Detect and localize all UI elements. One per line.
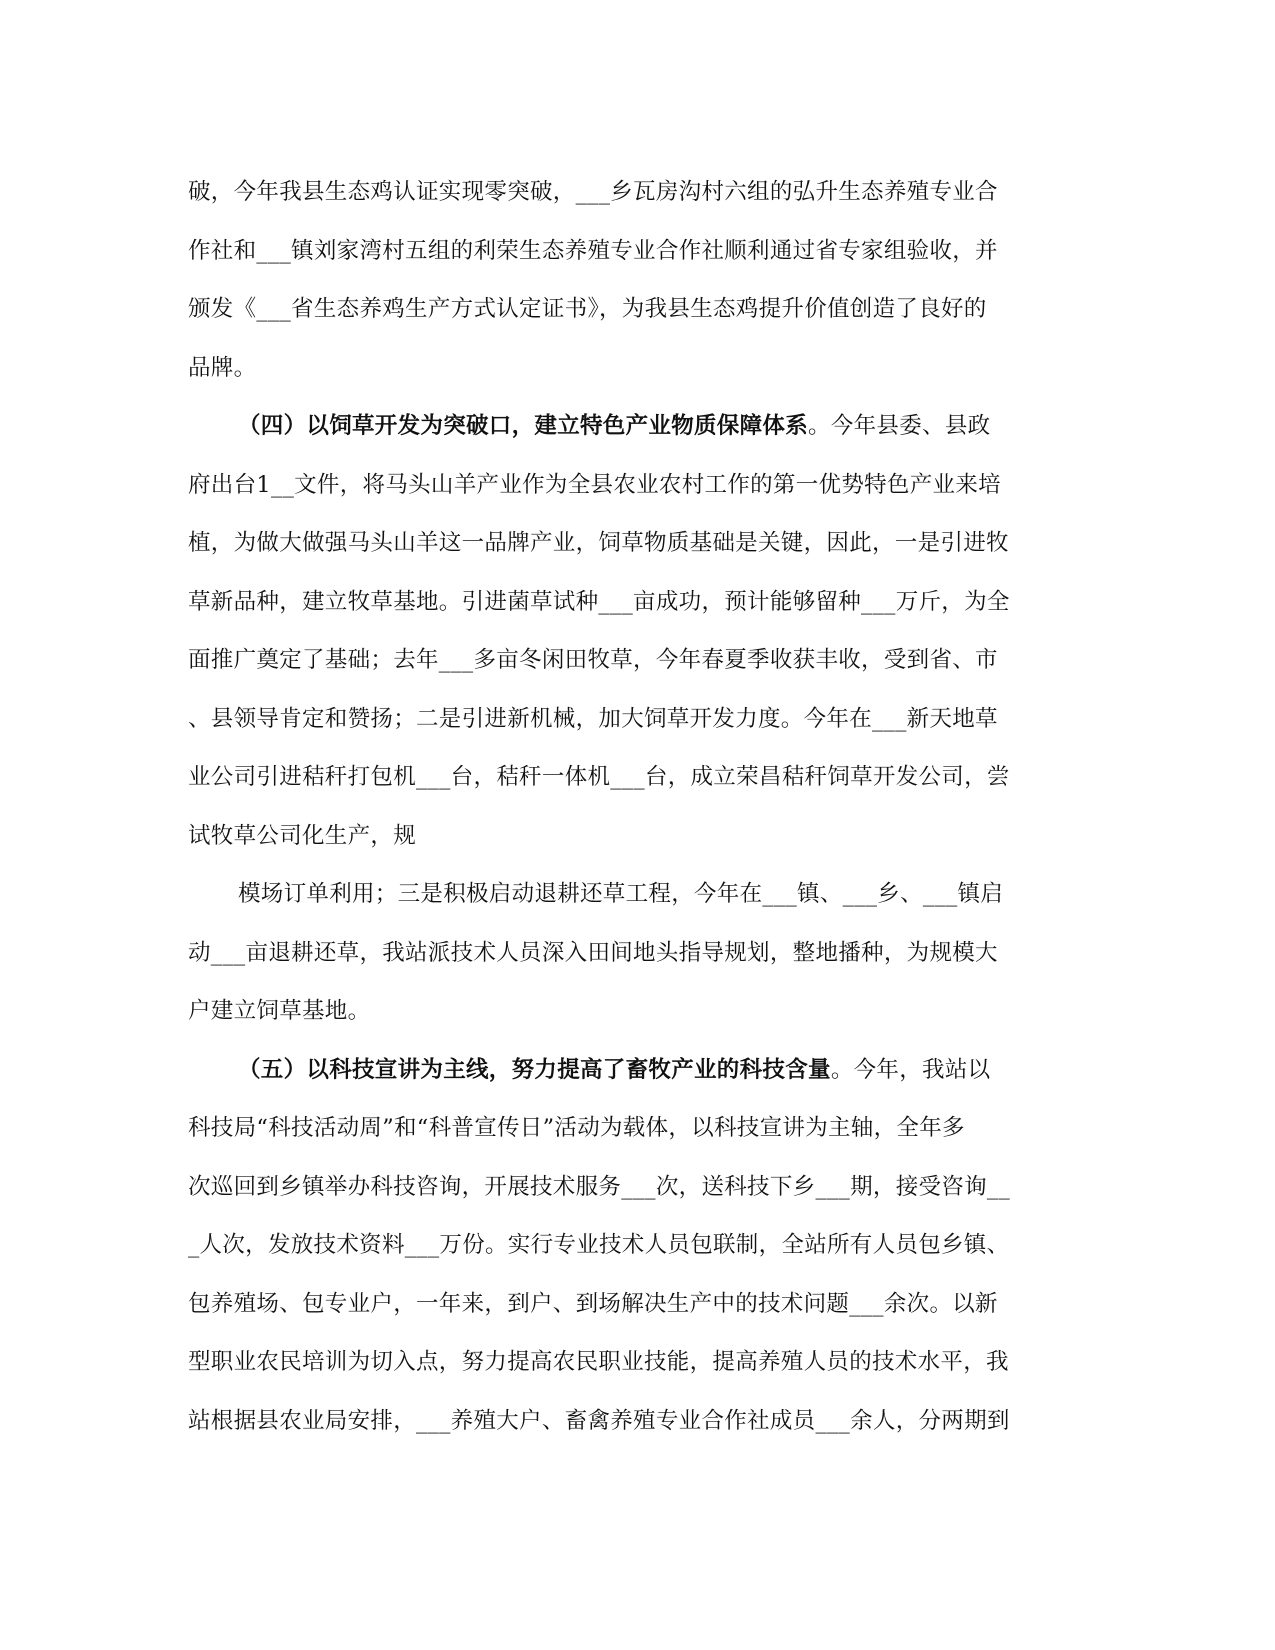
text-line: 、县领导肯定和赞扬；二是引进新机械，加大饲草开发力度。今年在___新天地草 — [188, 705, 998, 732]
text-line: 破，今年我县生态鸡认证实现零突破，___乡瓦房沟村六组的弘升生态养殖专业合 — [188, 179, 998, 205]
text-line: _人次，发放技术资料___万份。实行专业技术人员包联制，全站所有人员包乡镇、 — [188, 1232, 1010, 1258]
text-line: 颁发《___省生态养鸡生产方式认定证书》，为我县生态鸡提升价值创造了良好的 — [188, 296, 987, 322]
text-line: 包养殖场、包专业户，一年来，到户、到场解决生产中的技术问题___余次。以新 — [188, 1290, 998, 1317]
text-line: 动___亩退耕还草，我站派技术人员深入田间地头指导规划，整地播种，为规模大 — [188, 939, 998, 966]
text-span: 。今年县委、县政 — [808, 413, 991, 439]
text-line: 面推广奠定了基础；去年___多亩冬闲田牧草，今年春夏季收获丰收，受到省、市 — [188, 647, 998, 673]
text-line: 型职业农民培训为切入点，努力提高农民职业技能，提高养殖人员的技术水平，我 — [188, 1349, 1009, 1375]
text-line: 次巡回到乡镇举办科技咨询，开展技术服务___次，送科技下乡___期，接受咨询__ — [188, 1173, 1011, 1200]
section-five-heading: （五）以科技宣讲为主线，努力提高了畜牧产业的科技含量 — [238, 1056, 831, 1083]
text-line: 植，为做大做强马头山羊这一品牌产业，饲草物质基础是关键，因此，一是引进牧 — [188, 530, 1009, 556]
text-line: 户建立饲草基地。 — [188, 998, 371, 1024]
section-five-first-line — [188, 1041, 1088, 1100]
text-line: 业公司引进秸秆打包机___台，秸秆一体机___台，成立荣昌秸秆饲草开发公司，尝 — [188, 764, 1010, 790]
section-four-first-line — [188, 397, 1088, 456]
text-span: 。今年，我站以 — [830, 1056, 991, 1083]
text-line: 作社和___镇刘家湾村五组的利荣生态养殖专业合作社顺利通过省专家组验收，并 — [188, 237, 998, 264]
text-line: 草新品种，建立牧草基地。引进菌草试种___亩成功，预计能够留种___万斤，为全 — [188, 588, 1010, 615]
text-line: 试牧草公司化生产，规 — [188, 822, 417, 849]
text-line: 府出台1__文件，将马头山羊产业作为全县农业农村工作的第一优势特色产业来培 — [188, 471, 1001, 498]
section-four-heading: （四）以饲草开发为突破口，建立特色产业物质保障体系 — [238, 413, 809, 439]
text-line: 科技局“科技活动周”和“科普宣传日”活动为载体，以科技宣讲为主轴，全年多 — [188, 1115, 965, 1141]
text-line: 模场订单利用；三是积极启动退耕还草工程，今年在___镇、___乡、___镇启 — [238, 881, 1004, 907]
text-line: 品牌。 — [188, 354, 257, 381]
document-body — [188, 163, 1088, 1450]
text-line: 站根据县农业局安排，___养殖大户、畜禽养殖专业合作社成员___余人，分两期到 — [188, 1407, 1010, 1434]
